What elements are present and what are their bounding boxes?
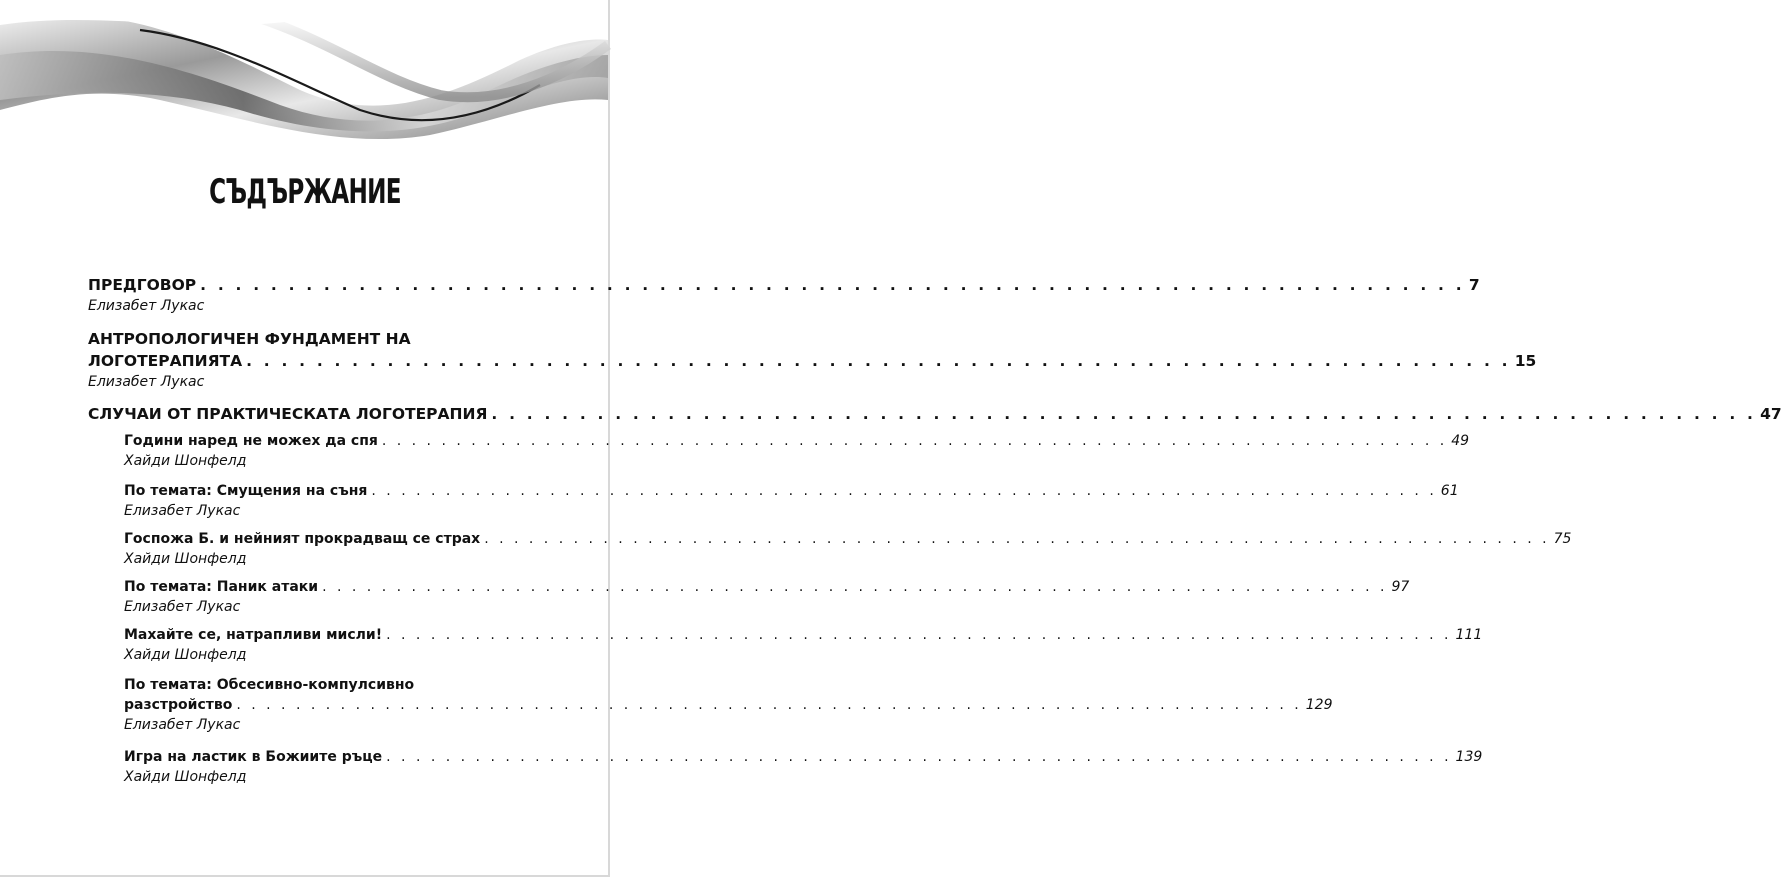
toc-subentry: [124, 677, 1333, 733]
toc-author: Елизабет Лукас: [124, 717, 241, 733]
toc-entry-row: [88, 405, 1782, 423]
toc-subentry-title: Игра на ластик в Божиите ръце: [124, 749, 383, 765]
toc-entry-title: СЛУЧАИ ОТ ПРАКТИЧЕСКАТА ЛОГОТЕРАПИЯ: [88, 405, 488, 423]
dot-leader: . . . . . . . . . . . . . . . . . . . . . . . . . . . . . . . . . . . . . . . . . . . . . . . . . . . . . . . . . . . . . . . . . . . . . . . .: [484, 531, 1550, 547]
toc-page-number: 111: [1455, 627, 1483, 643]
toc-entry: [88, 330, 1537, 390]
toc-subentry-title: По темата: Обсесивно-компулсивно: [124, 677, 415, 693]
dot-leader: . . . . . . . . . . . . . . . . . . . . . . . . . . . . . . . . . . . . . . . . . . . . . . . . . . . . . . . . . . . . . . . . . . . . . . . .: [386, 627, 1452, 643]
toc-page-number: 75: [1553, 531, 1572, 547]
toc-page-number: 139: [1455, 749, 1483, 765]
toc-subentry-title: По темата: Паник атаки: [124, 579, 319, 595]
toc-subentry-title: По темата: Смущения на съня: [124, 483, 368, 499]
silver-ribbon-banner: [0, 0, 608, 145]
toc-page-number: 129: [1305, 697, 1333, 713]
toc-entry: [88, 276, 1480, 314]
dot-leader: . . . . . . . . . . . . . . . . . . . . . . . . . . . . . . . . . . . . . . . . . . . . . . . . . . . . . . . . . . . . . . . . . . . . . . . .: [246, 352, 1511, 370]
toc-subentry-row: [124, 677, 538, 693]
toc-entry-title: ЛОГОТЕРАПИЯТА: [88, 352, 243, 370]
dot-leader: . . . . . . . . . . . . . . . . . . . . . . . . . . . . . . . . . . . . . . . . . . . . . . . . . . . . . . . . . . . . . . . . . . . . . . . .: [322, 579, 1388, 595]
toc-author: Елизабет Лукас: [124, 503, 241, 519]
dot-leader: . . . . . . . . . . . . . . . . . . . . . . . . . . . . . . . . . . . . . . . . . . . . . . . . . . . . . . . . . . . . . . . . . . . . . . . .: [386, 749, 1452, 765]
toc-subentry: [124, 433, 1470, 469]
toc-page-number: 49: [1451, 433, 1470, 449]
toc-entry-row: [88, 276, 1480, 294]
toc-subentry: [124, 627, 1483, 663]
toc-subentry: [124, 749, 1483, 785]
toc-subentry-row: [124, 627, 1483, 643]
toc-subentry-row: [124, 697, 1333, 713]
toc-subentry: [124, 531, 1572, 567]
dot-leader: . . . . . . . . . . . . . . . . . . . . . . . . . . . . . . . . . . . . . . . . . . . . . . . . . . . . . . . . . . . . . . . . . . . . . . . .: [491, 405, 1757, 423]
toc-subentry-row: [124, 531, 1572, 547]
dot-leader: . . . . . . . . . . . . . . . . . . . . . . . . . . . . . . . . . . . . . . . . . . . . . . . . . . . . . . . . . . . . . . . . . . . . . . . .: [200, 276, 1465, 294]
toc-subentry-title: Години наред не можех да спя: [124, 433, 378, 449]
toc-page-number: 61: [1440, 483, 1459, 499]
toc-subentry: [124, 579, 1410, 615]
toc-subentry-title: разстройство: [124, 697, 233, 713]
toc-author: Хайди Шонфелд: [124, 551, 247, 567]
dot-leader: . . . . . . . . . . . . . . . . . . . . . . . . . . . . . . . . . . . . . . . . . . . . . . . . . . . . . . . . . . . . . . . . . . . . . . . .: [371, 483, 1437, 499]
toc-entry-row: [88, 330, 538, 348]
dot-leader: . . . . . . . . . . . . . . . . . . . . . . . . . . . . . . . . . . . . . . . . . . . . . . . . . . . . . . . . . . . . . . . . . . . . . . . .: [236, 697, 1302, 713]
toc-author: Елизабет Лукас: [88, 374, 205, 390]
toc-page-number: 97: [1391, 579, 1410, 595]
toc-entry: [88, 405, 1782, 423]
toc-author: Елизабет Лукас: [88, 298, 205, 314]
dot-leader: . . . . . . . . . . . . . . . . . . . . . . . . . . . . . . . . . . . . . . . . . . . . . . . . . . . . . . . . . . . . . . . . . . . . . . . .: [381, 433, 1448, 449]
toc-author: Елизабет Лукас: [124, 599, 241, 615]
toc-page-number: 15: [1514, 352, 1537, 370]
toc-author: Хайди Шонфелд: [124, 453, 247, 469]
toc-entry-title: ПРЕДГОВОР: [88, 276, 197, 294]
toc-author: Хайди Шонфелд: [124, 647, 247, 663]
toc-page-number: 47: [1760, 405, 1782, 423]
toc-subentry-row: [124, 483, 1459, 499]
page-title: СЪДЪРЖАНИЕ: [209, 172, 401, 212]
toc-entry-row: [88, 352, 1537, 370]
toc-subentry-title: Госпожа Б. и нейният прокрадващ се страх: [124, 531, 481, 547]
toc-subentry-row: [124, 749, 1483, 765]
toc-entry-title: АНТРОПОЛОГИЧЕН ФУНДАМЕНТ НА: [88, 330, 411, 348]
toc-subentry: [124, 483, 1459, 519]
toc-author: Хайди Шонфелд: [124, 769, 247, 785]
toc-subentry-row: [124, 433, 1470, 449]
toc-subentry-title: Махайте се, натрапливи мисли!: [124, 627, 383, 643]
toc-subentry-row: [124, 579, 1410, 595]
toc-page-number: 7: [1468, 276, 1480, 294]
